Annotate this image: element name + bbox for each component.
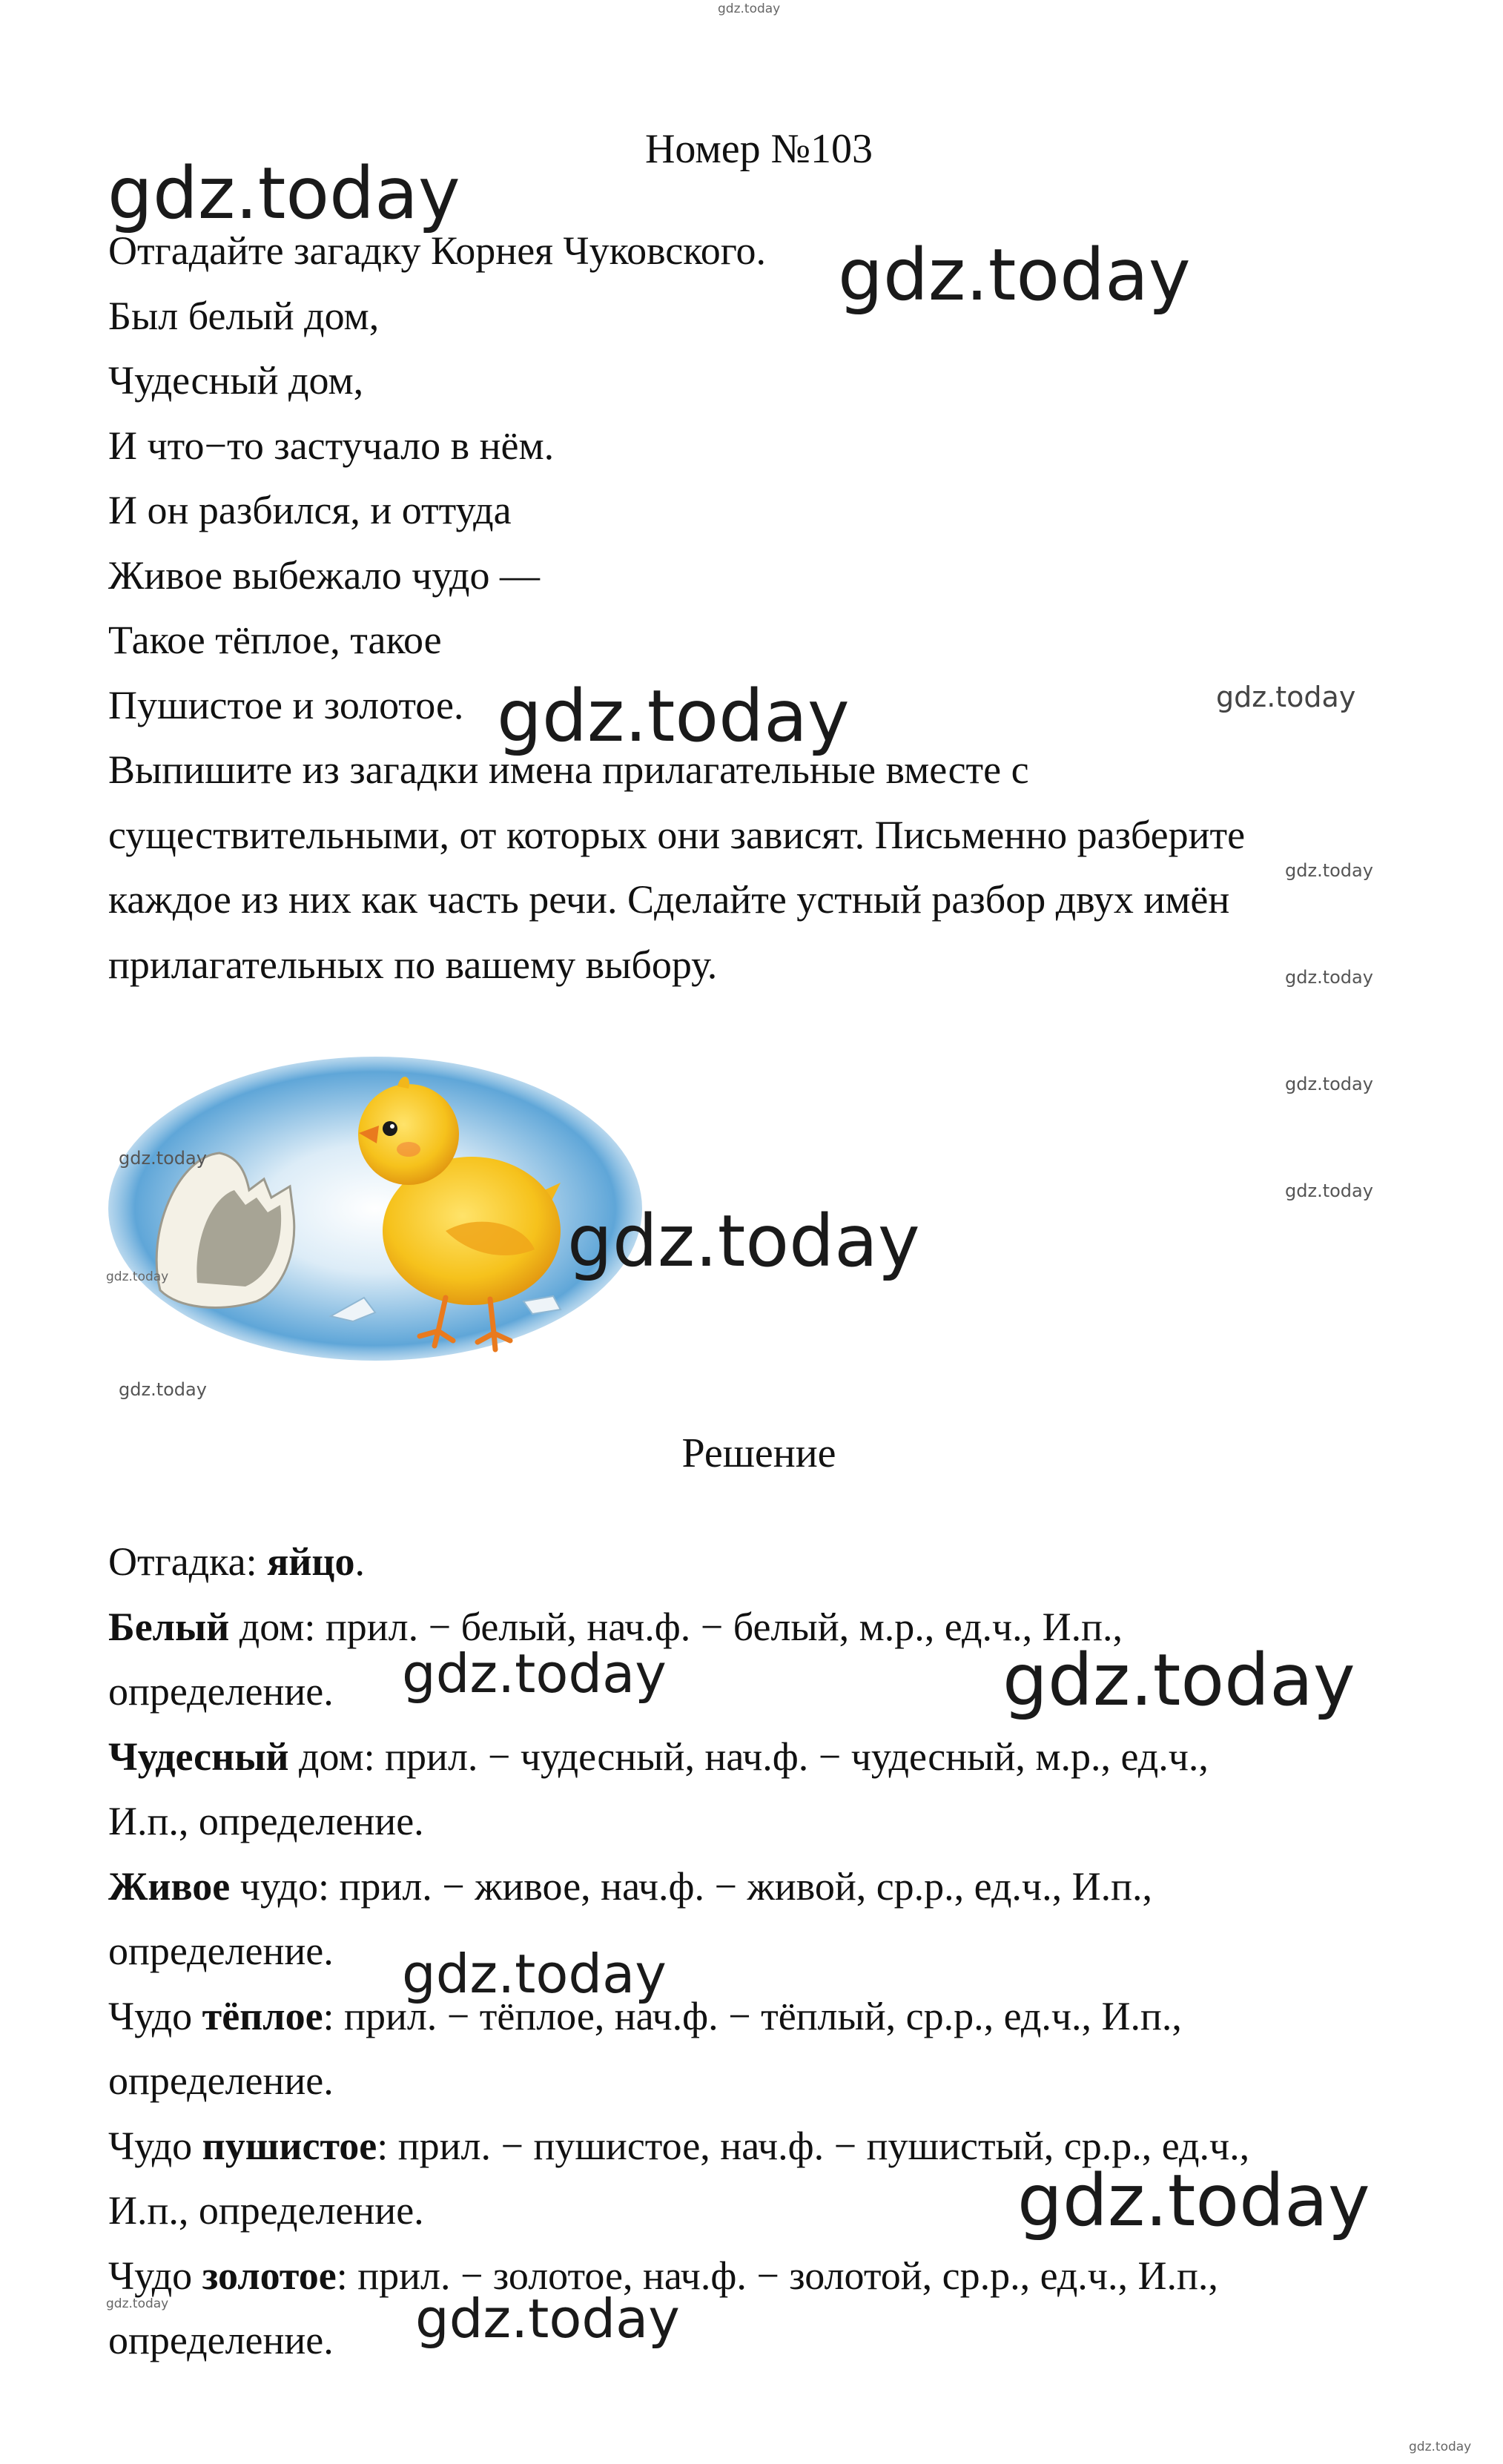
- entry-line-cont: определение.: [108, 2318, 334, 2362]
- riddle-line: Такое тёплое, такое: [108, 618, 442, 662]
- entry-line: Чудо тёплое: прил. − тёплое, нач.ф. − тёплый, ср.р., ед.ч., И.п.,: [108, 1993, 1182, 2038]
- entry-line: Белый дом: прил. − белый, нач.ф. − белый, м.р., ед.ч., И.п.,: [108, 1604, 1123, 1649]
- chick-with-eggshell-image: [108, 1046, 657, 1372]
- task-line: существительными, от которых они зависят. Письменно разберите: [108, 812, 1246, 857]
- task-text: [108, 219, 1413, 997]
- riddle-line: Живое выбежало чудо —: [108, 552, 540, 598]
- watermark: gdz.today: [106, 2296, 169, 2311]
- task-line: Выпишите из загадки имена прилагательные вместе с: [108, 747, 1029, 792]
- adjective: Чудесный: [108, 1734, 289, 1779]
- watermark: gdz.today: [402, 1943, 667, 2005]
- entry-line-cont: определение.: [108, 2058, 334, 2103]
- watermark: gdz.today: [567, 1200, 920, 1283]
- entry-line-cont: определение.: [108, 1929, 334, 1973]
- adjective: золотое: [202, 2253, 337, 2298]
- solution-text: [108, 1530, 1413, 2374]
- watermark: gdz.today: [119, 1148, 207, 1169]
- entry-line: Чудо пушистое: прил. − пушистое, нач.ф. − пушистый, ср.р., ед.ч.,: [108, 2123, 1250, 2168]
- watermark: gdz.today: [1002, 1639, 1355, 1722]
- adjective: пушистое: [202, 2123, 377, 2168]
- header-watermark: gdz.today: [718, 1, 781, 16]
- watermark: gdz.today: [838, 234, 1191, 317]
- riddle-line: И что−то застучало в нём.: [108, 423, 555, 468]
- entry-line: Живое чудо: прил. − живое, нач.ф. − живой, ср.р., ед.ч., И.п.,: [108, 1863, 1152, 1909]
- entry-line-cont: И.п., определение.: [108, 1799, 424, 1843]
- riddle-line: Был белый дом,: [108, 293, 380, 338]
- task-line: каждое из них как часть речи. Сделайте устный разбор двух имён: [108, 877, 1230, 922]
- watermark: gdz.today: [1409, 2440, 1472, 2454]
- task-line: Отгадайте загадку Корнея Чуковского.: [108, 228, 767, 273]
- watermark: gdz.today: [1285, 1074, 1373, 1094]
- watermark: gdz.today: [1285, 1180, 1373, 1201]
- watermark: gdz.today: [106, 1269, 169, 1284]
- entry-line-cont: И.п., определение.: [108, 2188, 424, 2233]
- entry-line: Чудесный дом: прил. − чудесный, нач.ф. − чудесный, м.р., ед.ч.,: [108, 1734, 1209, 1779]
- riddle-line: Пушистое и золотое.: [108, 682, 464, 727]
- answer-line: Отгадка: яйцо.: [108, 1539, 366, 1584]
- watermark: gdz.today: [1285, 860, 1373, 881]
- watermark: gdz.today: [402, 1642, 667, 1705]
- page-title: Номер №103: [644, 126, 873, 172]
- watermark: gdz.today: [497, 675, 850, 758]
- solution-title: Решение: [681, 1430, 836, 1476]
- adjective: тёплое: [202, 1993, 323, 2038]
- answer-value: яйцо: [267, 1539, 355, 1584]
- watermark: gdz.today: [108, 152, 460, 235]
- watermark: gdz.today: [415, 2288, 680, 2350]
- watermark: gdz.today: [1285, 967, 1373, 988]
- entry-line-cont: определение.: [108, 1669, 334, 1714]
- adjective: Живое: [108, 1863, 231, 1909]
- watermark: gdz.today: [119, 1379, 207, 1400]
- watermark: gdz.today: [1017, 2159, 1370, 2242]
- adjective: Белый: [108, 1604, 230, 1649]
- entry-line: Чудо золотое: прил. − золотое, нач.ф. − золотой, ср.р., ед.ч., И.п.,: [108, 2253, 1218, 2298]
- riddle-line: Чудесный дом,: [108, 358, 364, 403]
- task-line: прилагательных по вашему выбору.: [108, 942, 718, 987]
- riddle-line: И он разбился, и оттуда: [108, 488, 512, 532]
- watermark: gdz.today: [1216, 681, 1356, 713]
